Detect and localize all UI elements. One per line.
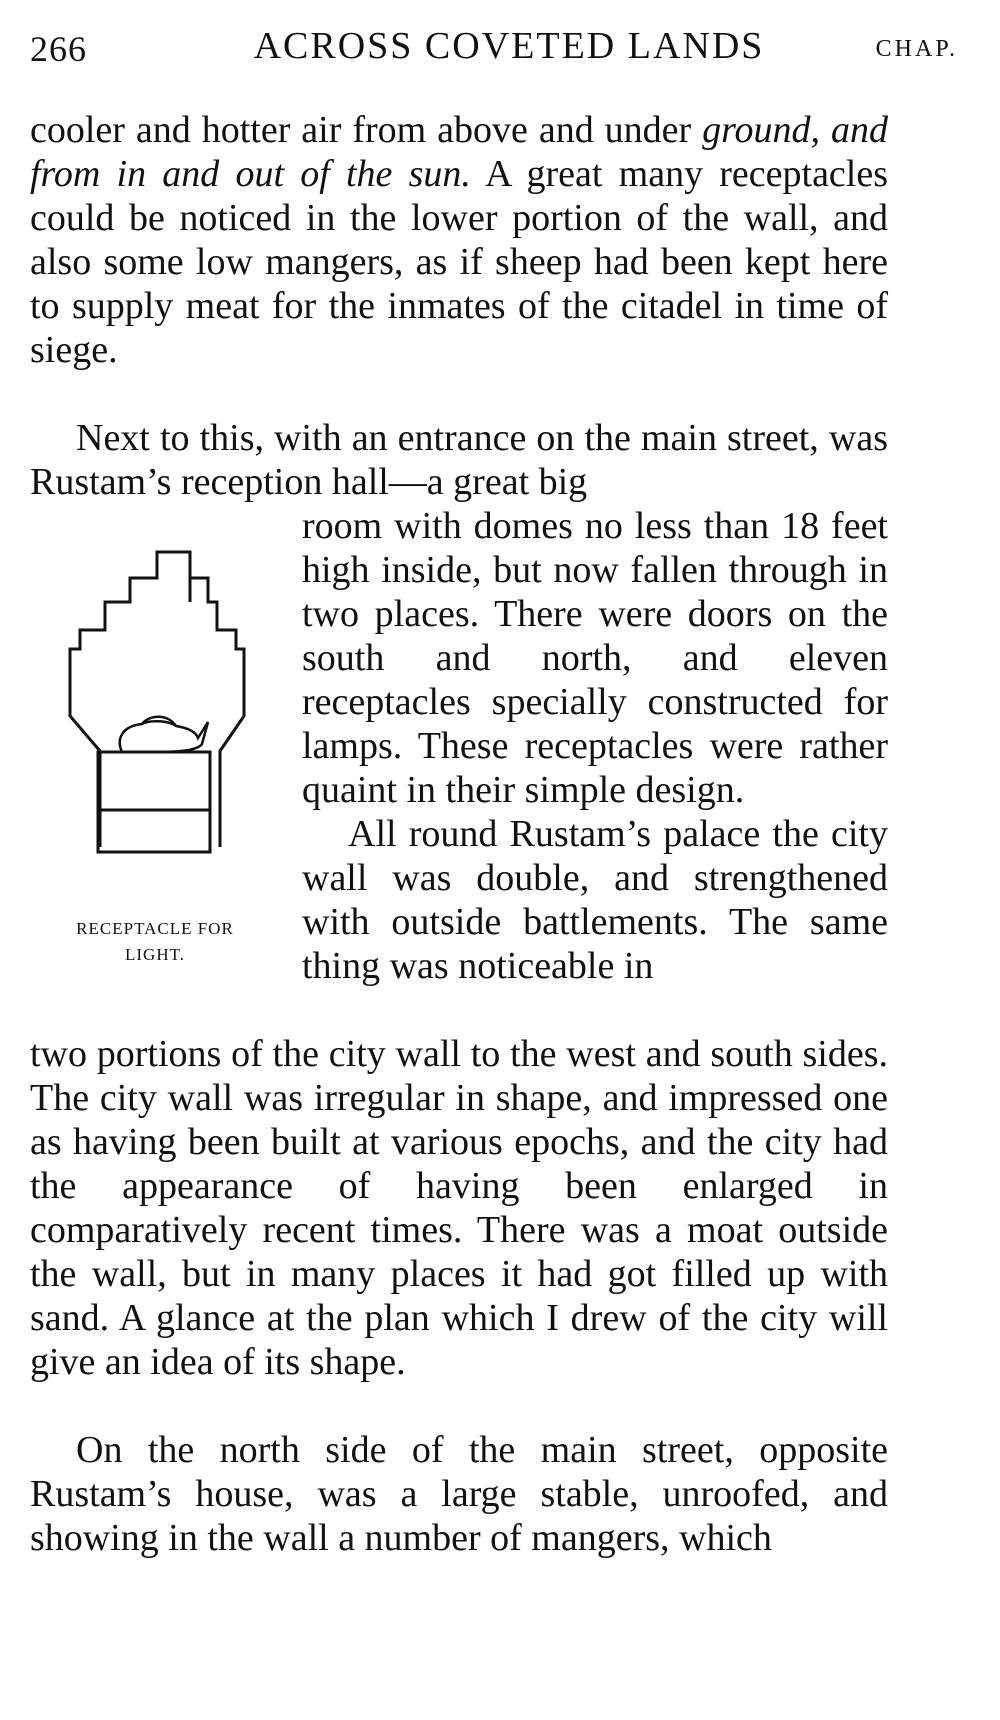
paragraph-3-continuation	[30, 1032, 888, 1384]
figure-caption-line-1: RECEPTACLE FOR	[76, 919, 234, 938]
paragraph-4	[30, 1428, 888, 1560]
paragraph-1-line-1: cooler and hotter air from above and under	[30, 109, 692, 151]
paragraph-1-italic-phrase: ground, and from in and out of the sun.	[30, 109, 889, 195]
paragraph-3-wrapped-text: All round Rustam’s palace the city wall was double, and strengthened with outside battlements. The same thing was noticeable in	[302, 813, 888, 987]
paragraph-4-text: On the north side of the main street, opposite Rustam’s house, was a large stable, unroofed, and showing in the wall a number of mangers, which	[30, 1429, 888, 1559]
chapter-mark: CHAP.	[875, 36, 958, 62]
lamp-receptacle-illustration	[30, 534, 280, 894]
figure-wrap-block	[30, 504, 888, 1044]
paragraph-3-continuation-text: two portions of the city wall to the west and south sides. The city wall was irregular in shape, and impressed one as having been built at various epochs, and the city had the appearance of having been enlarged in comparatively recent times. There was a moat outside the wall, but in many places it had got filled up with sand. A glance at the plan which I drew of the city will give an idea of its shape.	[30, 1033, 888, 1383]
paragraph-1-line-2-end: A	[484, 153, 511, 195]
paragraph-2-wrapped-text: room with domes no less than 18 feet high inside, but now fallen through in two places. There were doors on the south and north, and eleven receptacles specially constructed for lamps. These receptacles were rather quaint in their simple design.	[302, 505, 888, 811]
figure-caption	[30, 916, 280, 968]
paragraph-1-body: great many receptacles could be noticed in the lower portion of the wall, and also some low mangers, as if sheep had been kept here to supply meat for the inmates of the citadel in time of siege.	[30, 153, 889, 371]
paragraph-1	[30, 108, 888, 372]
paragraph-2-lead-text: Next to this, with an entrance on the main street, was Rustam’s reception hall—a great big	[30, 417, 888, 503]
figure-caption-line-2: LIGHT.	[125, 945, 185, 964]
paragraph-2-lead	[30, 416, 888, 504]
page-number: 266	[30, 29, 87, 69]
receptacle-figure	[30, 504, 302, 1044]
running-head	[30, 20, 958, 80]
book-title: ACROSS COVETED LANDS	[253, 25, 765, 67]
